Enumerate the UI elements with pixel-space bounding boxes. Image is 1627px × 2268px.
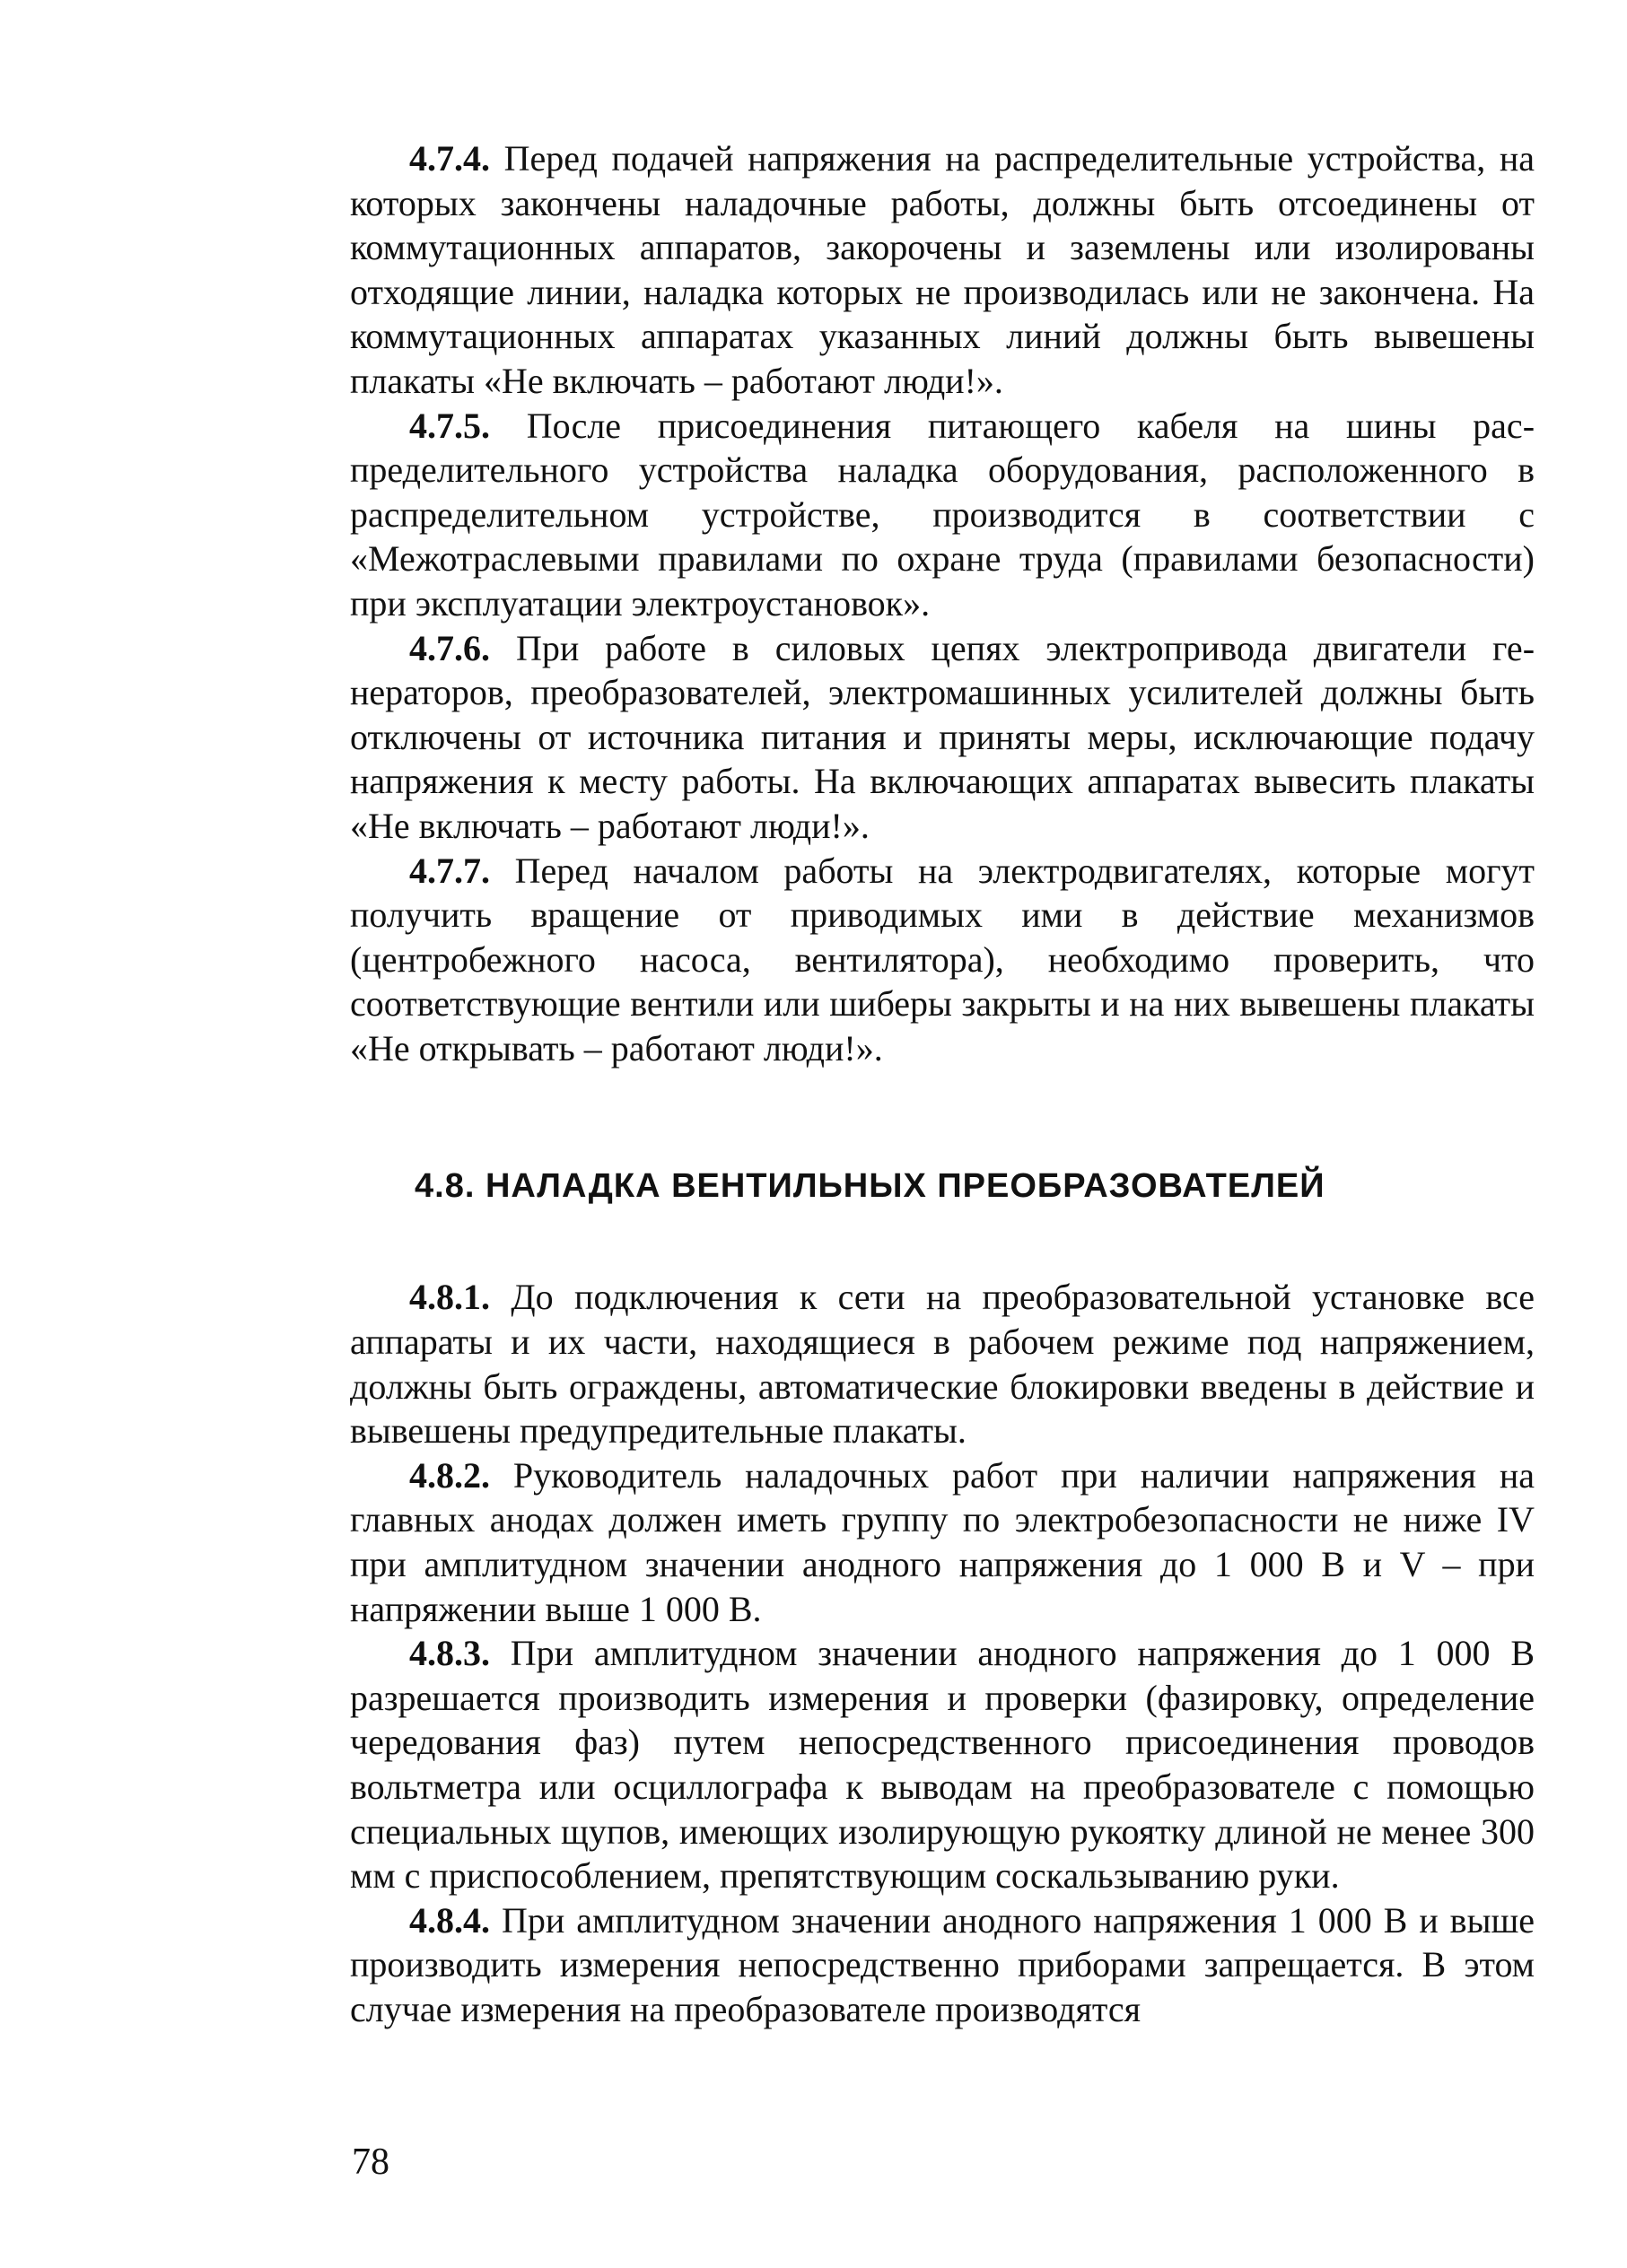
paragraph-4-8-2	[350, 1453, 1535, 1631]
paragraph-4-8-3	[350, 1631, 1535, 1898]
page-number: 78	[352, 2142, 389, 2183]
paragraph-text: Руководитель наладочных работ при наличии напряжения на главных анодах должен иметь группу по электробезопасности не ниже IV при амплитудном значении анодного напряжения до 1 000 В и V – при напряжении выше 1 000 В.	[350, 1454, 1535, 1629]
paragraph-number: 4.8.4.	[409, 1899, 490, 1941]
paragraph-number: 4.7.6.	[409, 627, 490, 668]
paragraph-text: Перед началом работы на электродвигателях, которые могут получить вращение от приводимых ими в действие механизмов (центробежного насоса, вентилятора), необходимо проверить, что соответствующие вентили или шиберы закрыты и на них вывешены плакаты «Не открывать – работают люди!».	[350, 850, 1535, 1069]
paragraph-4-7-7	[350, 849, 1535, 1071]
paragraph-text: До подключения к сети на преобразовательной установке все аппараты и их части, находящиеся в рабочем режиме под напряжением, должны быть ограждены, автоматические блокировки введены в действие и вывешены предупредительные плакаты.	[350, 1277, 1535, 1452]
paragraph-4-7-5	[350, 404, 1535, 626]
document-page	[350, 136, 1535, 2032]
paragraph-text: При амплитудном значении анодного напряжения до 1 000 В разрешается производить измерения и проверки (фазировку, определение чередования фаз) путем непосредственного присоединения проводов вольтметра или осциллографа к выводам на преобразователе с помощью специальных щупов, имеющих изолирующую рукоятку длиной не менее 300 мм с приспособлением, препятствующим соскальзыванию руки.	[350, 1633, 1535, 1897]
paragraph-text: При амплитудном значении анодного напряжения 1 000 В и выше производить измерения непосредственно приборами запрещается. В этом случае измерения на преобразователе производятся	[350, 1899, 1535, 2029]
paragraph-4-7-6	[350, 626, 1535, 849]
paragraph-text: После присоединения питающего кабеля на шины распределительного устройства наладка оборудования, расположенного в распределительном устройстве, производится в соответствии с «Межотраслевыми правилами по охране труда (правилами безопасности) при эксплуатации электроустановок».	[350, 405, 1535, 624]
paragraph-number: 4.8.1.	[409, 1277, 490, 1318]
paragraph-number: 4.7.4.	[409, 138, 490, 179]
paragraph-number: 4.8.2.	[409, 1454, 490, 1496]
paragraph-number: 4.8.3.	[409, 1633, 490, 1674]
paragraph-4-8-1	[350, 1275, 1535, 1452]
section-heading-4-8: 4.8. НАЛАДКА ВЕНТИЛЬНЫХ ПРЕОБРАЗОВАТЕЛЕЙ	[415, 1167, 1325, 1206]
paragraph-text: При работе в силовых цепях электропривода двигатели генераторов, преобразователей, электромашинных усилителей должны быть отключены от источника питания и приняты меры, исключающие подачу напряжения к месту работы. На включающих аппаратах вывесить плакаты «Не включать – работают люди!».	[350, 627, 1535, 846]
paragraph-number: 4.7.7.	[409, 850, 490, 891]
paragraph-4-7-4	[350, 136, 1535, 404]
paragraph-number: 4.7.5.	[409, 405, 490, 446]
paragraph-4-8-4	[350, 1898, 1535, 2032]
paragraph-text: Перед подачей напряжения на распределительные устройства, на которых закончены наладочные работы, должны быть отсоединены от коммутационных аппаратов, закорочены и заземлены или изолированы отходящие линии, наладка которых не производилась или не закончена. На коммутационных аппаратах указанных линий должны быть вывешены плакаты «Не включать – работают люди!».	[350, 138, 1535, 401]
